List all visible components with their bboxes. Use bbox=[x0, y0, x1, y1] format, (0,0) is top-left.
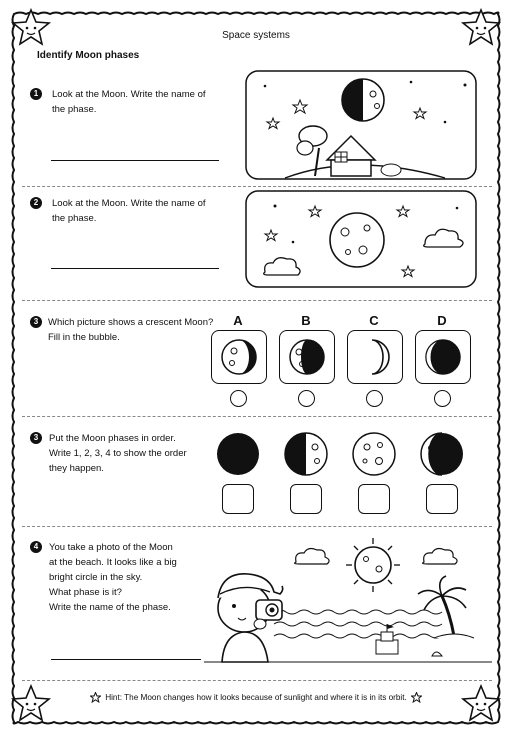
answer-bubble-a[interactable] bbox=[230, 390, 247, 407]
hint-row bbox=[70, 692, 442, 703]
worksheet-subtitle: Identify Moon phases bbox=[37, 50, 140, 61]
option-card-b[interactable] bbox=[279, 330, 335, 384]
section-divider bbox=[22, 300, 492, 301]
answer-line[interactable] bbox=[51, 659, 201, 660]
question-text: Look at the Moon. Write the name of the phase. bbox=[52, 198, 206, 224]
section-divider bbox=[22, 680, 492, 681]
option-card-a[interactable] bbox=[211, 330, 267, 384]
question-number: 3 bbox=[30, 316, 42, 328]
star-icon bbox=[411, 692, 422, 703]
answer-line[interactable] bbox=[51, 160, 219, 161]
option-card-d[interactable] bbox=[415, 330, 471, 384]
order-box-4[interactable] bbox=[426, 484, 458, 514]
option-letter-a: A bbox=[233, 313, 243, 328]
new-moon-icon bbox=[214, 430, 262, 478]
beach-photo-scene-picture bbox=[204, 534, 492, 668]
star-mascot-icon bbox=[10, 8, 52, 48]
full-moon-sky-picture bbox=[245, 190, 477, 288]
option-letter-d: D bbox=[437, 313, 447, 328]
option-card-c[interactable] bbox=[347, 330, 403, 384]
section-divider bbox=[22, 186, 492, 187]
section-divider bbox=[22, 526, 492, 527]
crescent-moon-icon bbox=[348, 331, 402, 383]
half-moon-icon bbox=[282, 430, 330, 478]
question-text: Look at the Moon. Write the name of the phase. bbox=[52, 89, 206, 115]
answer-line[interactable] bbox=[51, 268, 219, 269]
question-number: 4 bbox=[30, 541, 42, 553]
hint-text: Hint: The Moon changes how it looks because of sunlight and where it is in its orbit. bbox=[105, 693, 407, 702]
question-text: Which picture shows a crescent Moon? Fill in the bubble. bbox=[48, 317, 214, 343]
gibbous-moon-icon bbox=[280, 331, 334, 383]
crescent-moon-icon bbox=[418, 430, 466, 478]
full-moon-icon bbox=[350, 430, 398, 478]
order-box-2[interactable] bbox=[290, 484, 322, 514]
waning-crescent-moon-icon bbox=[212, 331, 266, 383]
option-letter-c: C bbox=[369, 313, 379, 328]
star-mascot-icon bbox=[10, 684, 52, 724]
page-title: Space systems bbox=[222, 30, 290, 41]
question-number: 3 bbox=[30, 432, 42, 444]
star-mascot-icon bbox=[460, 684, 502, 724]
answer-bubble-d[interactable] bbox=[434, 390, 451, 407]
moon-night-house-picture bbox=[245, 70, 477, 180]
question-number: 1 bbox=[30, 88, 42, 100]
order-box-3[interactable] bbox=[358, 484, 390, 514]
option-letter-b: B bbox=[301, 313, 311, 328]
dark-moon-icon bbox=[416, 331, 470, 383]
answer-bubble-b[interactable] bbox=[298, 390, 315, 407]
question-text: You take a photo of the Moon at the beach. It looks like a big bright circle in the sky. What phase is it? Write the name of the phase. bbox=[49, 542, 177, 613]
answer-bubble-c[interactable] bbox=[366, 390, 383, 407]
section-divider bbox=[22, 416, 492, 417]
order-box-1[interactable] bbox=[222, 484, 254, 514]
star-mascot-icon bbox=[460, 8, 502, 48]
question-text: Put the Moon phases in order. Write 1, 2, 3, 4 to show the order they happen. bbox=[49, 433, 187, 474]
star-icon bbox=[90, 692, 101, 703]
question-number: 2 bbox=[30, 197, 42, 209]
